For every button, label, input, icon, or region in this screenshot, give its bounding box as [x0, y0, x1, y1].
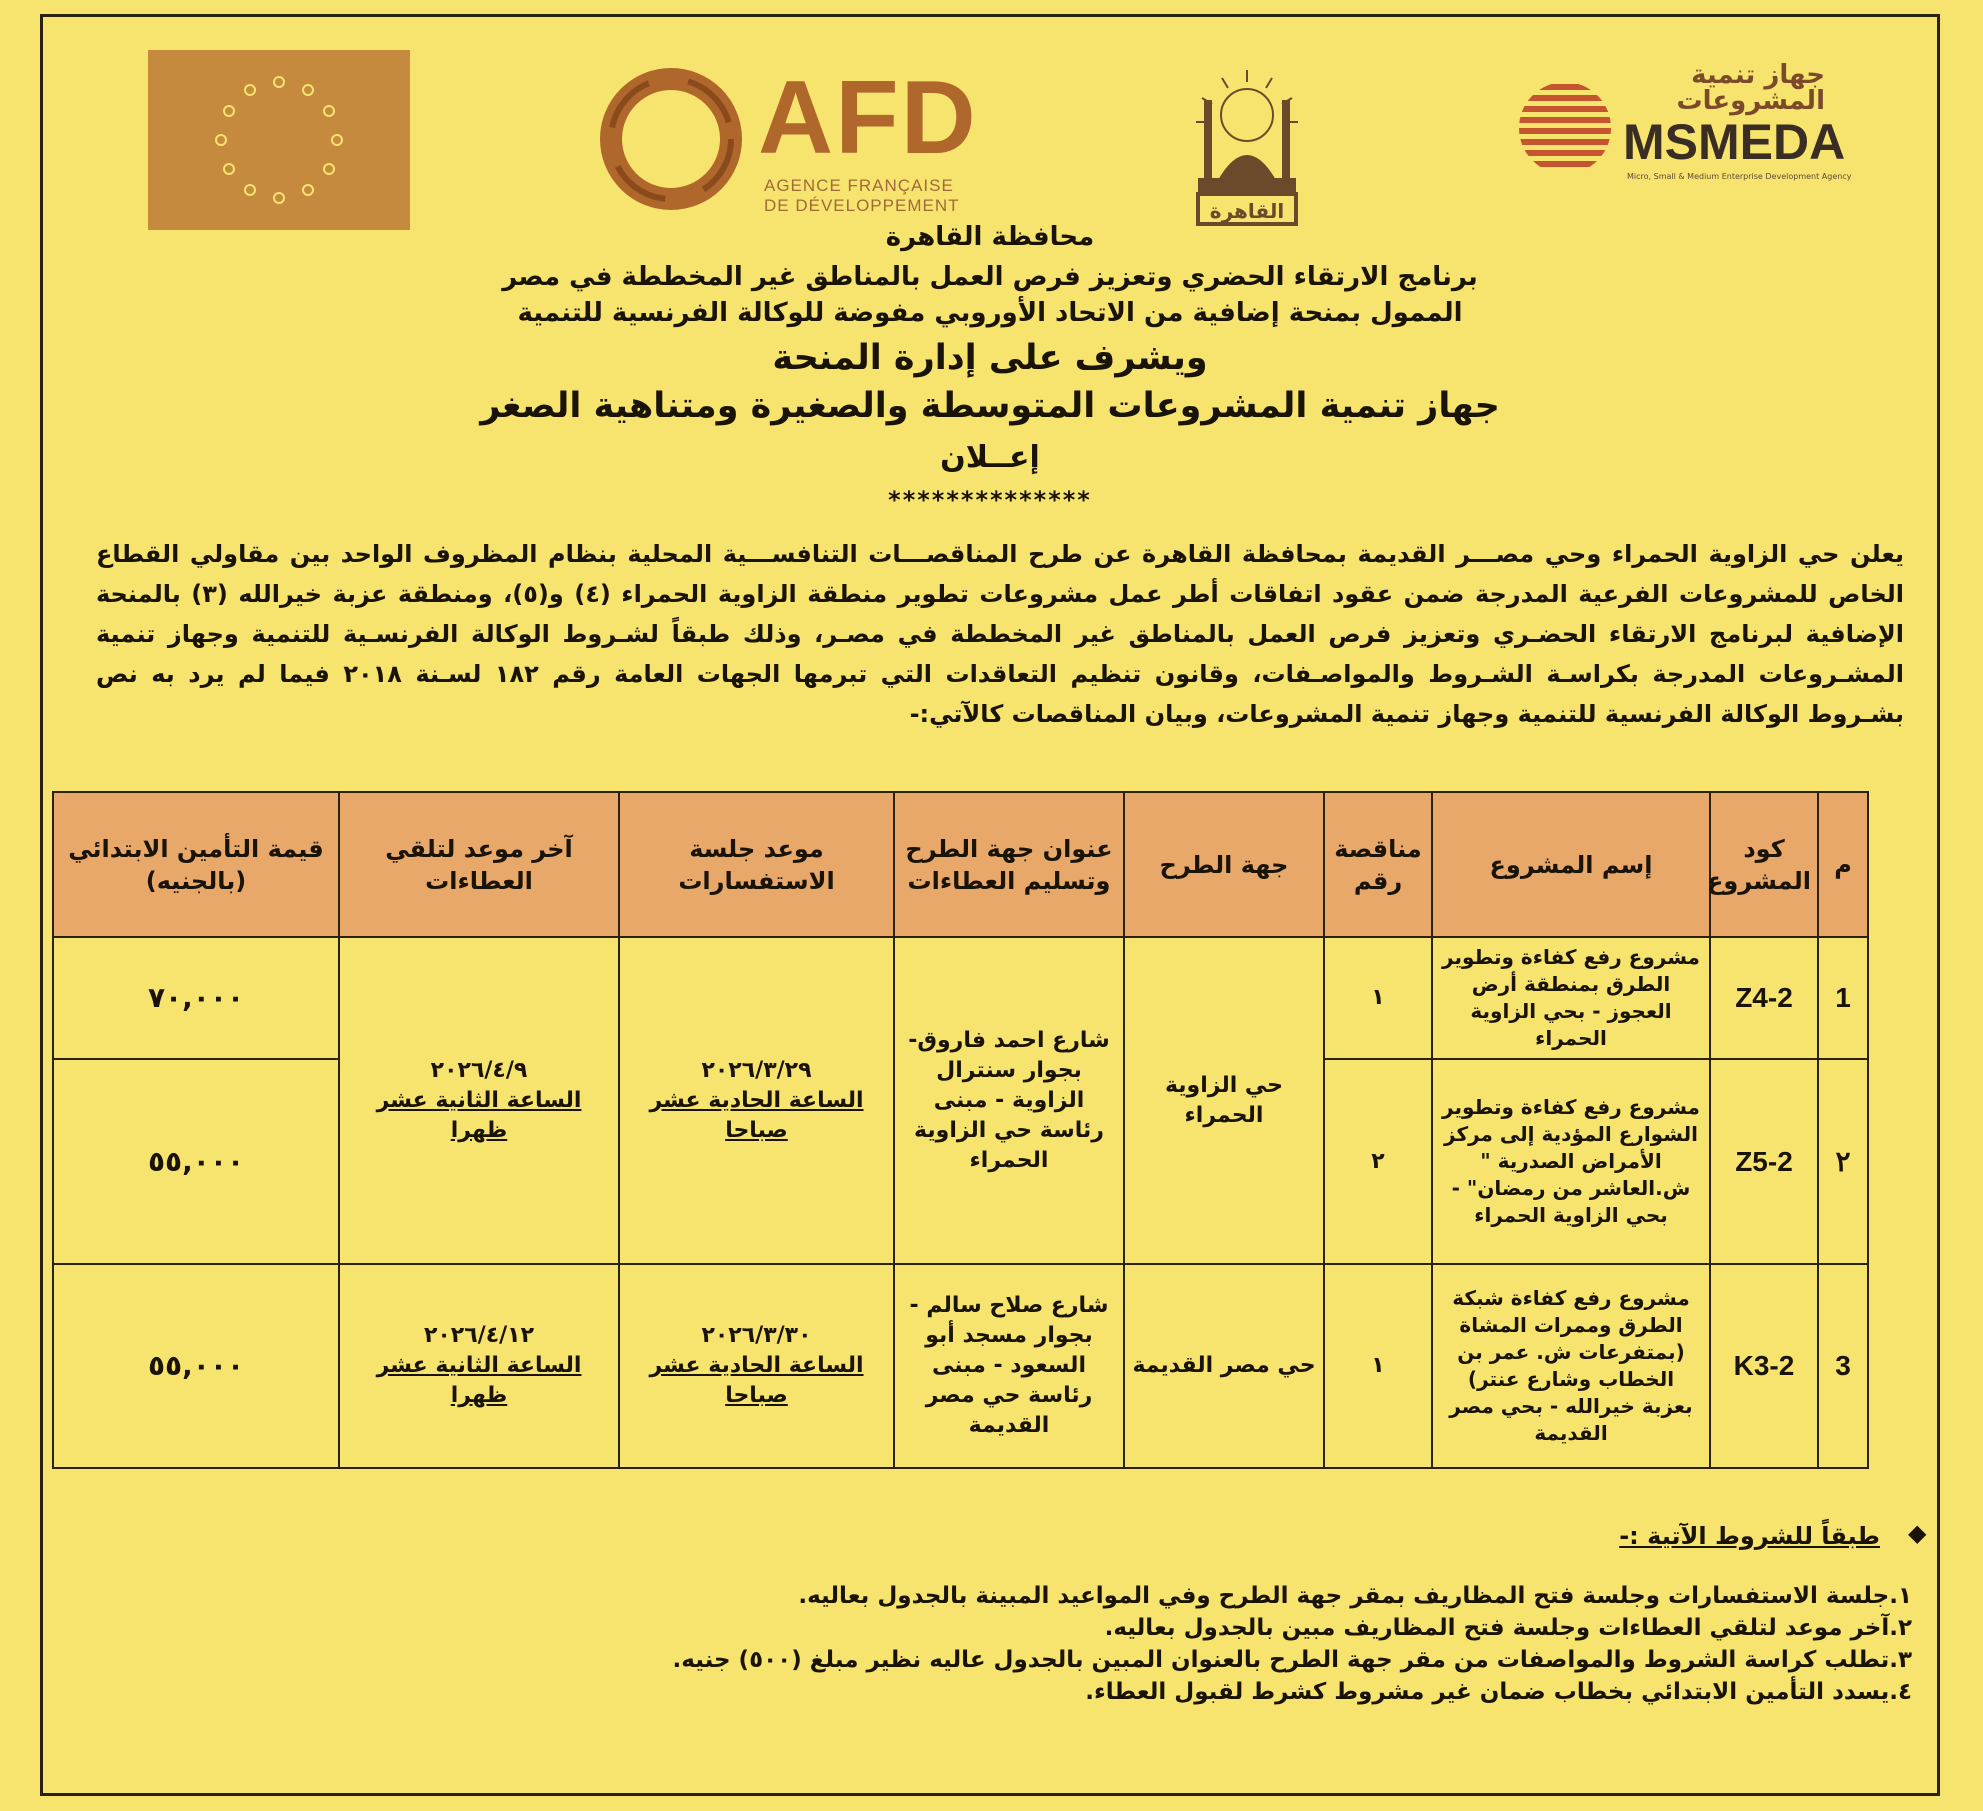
eu-flag-logo [148, 50, 410, 230]
col-header-tender-no: مناقصة رقم [1324, 792, 1432, 937]
msmeda-arabic-name: جهاز تنمية المشروعات [1676, 60, 1825, 116]
program-title: برنامج الارتقاء الحضري وتعزيز فرص العمل بالمناطق غير المخططة في مصر [502, 262, 1478, 292]
inquiry-time: الساعة الحادية عشر صباحا [649, 1087, 864, 1143]
announcement-title: إعــلان [940, 440, 1040, 475]
cairo-governorate-emblem [1182, 60, 1312, 230]
mosque-sun-icon [1182, 60, 1312, 230]
globe-icon [1515, 78, 1615, 178]
agency-title: جهاز تنمية المشروعات المتوسطة والصغيرة ومتناهية الصغر [480, 386, 1500, 426]
deadline-time: الساعة الثانية عشر ظهرا [376, 1353, 582, 1408]
project-name: مشروع رفع كفاءة وتطوير الشوارع المؤدية إلى مركز الأمراض الصدرية " ش.العاشر من رمضان" - بحي الزاوية الحمراء [1432, 1059, 1710, 1264]
col-header-address: عنوان جهة الطرح وتسليم العطاءات [894, 792, 1124, 937]
col-header-name: إسم المشروع [1432, 792, 1710, 937]
project-code: Z5-2 [1710, 1059, 1818, 1264]
tenders-table [52, 791, 1869, 1469]
col-header-insurance: قيمة التأمين الابتدائي (بالجنيه) [53, 792, 339, 937]
funding-line: الممول بمنحة إضافية من الاتحاد الأوروبي مفوضة للوكالة الفرنسية للتنمية [517, 298, 1463, 328]
bullet-icon: ◆ [1908, 1519, 1927, 1547]
entity-address: شارع احمد فاروق- بجوار سنترال الزاوية - مبنى رئاسة حي الزاوية الحمراء [894, 937, 1124, 1264]
msmeda-logo [1515, 60, 1852, 190]
afd-name: AFD [758, 60, 978, 176]
col-header-entity: جهة الطرح [1124, 792, 1324, 937]
conditions-heading: طبقاً للشروط الآتية :- [1619, 1522, 1880, 1550]
tender-number: ١ [1324, 937, 1432, 1059]
project-code: K3-2 [1710, 1264, 1818, 1468]
row-index: 1 [1818, 937, 1868, 1059]
deadline-date: ٢٠٢٦/٤/١٢ [423, 1323, 535, 1348]
afd-ring-icon [596, 64, 746, 214]
table-header-row [53, 792, 1868, 937]
bid-deadline [339, 1264, 619, 1468]
deadline-date: ٢٠٢٦/٤/٩ [430, 1057, 528, 1083]
afd-logo [596, 60, 986, 220]
bid-deadline [339, 937, 619, 1264]
stars-divider: ************** [888, 486, 1092, 514]
project-code: Z4-2 [1710, 937, 1818, 1059]
condition-item: ١.جلسة الاستفسارات وجلسة فتح المظاريف بمقر جهة الطرح وفي المواعيد المبينة بالجدول بعاليه. [798, 1583, 1912, 1609]
row-index: ٢ [1818, 1059, 1868, 1264]
table-row [53, 937, 1868, 1059]
condition-item: ٣.تطلب كراسة الشروط والمواصفات من مقر جهة الطرح بالعنوان المبين بالجدول عاليه نظير مبلغ (٥٠٠) جنيه. [672, 1647, 1912, 1673]
col-header-inquiry: موعد جلسة الاستفسارات [619, 792, 894, 937]
inquiry-session [619, 1264, 894, 1468]
entity-address: شارع صلاح سالم - بجوار مسجد أبو السعود - مبنى رئاسة حي مصر القديمة [894, 1264, 1124, 1468]
insurance-value: ٧٠,٠٠٠ [53, 937, 339, 1059]
table-row [53, 1264, 1868, 1468]
eu-stars-icon [148, 50, 410, 230]
col-header-deadline: آخر موعد لتلقي العطاءات [339, 792, 619, 937]
inquiry-session [619, 937, 894, 1264]
supervision-line: ويشرف على إدارة المنحة [772, 338, 1208, 378]
governorate-title: محافظة القاهرة [885, 222, 1095, 252]
project-name: مشروع رفع كفاءة وتطوير الطرق بمنطقة أرض العجوز - بحي الزاوية الحمراء [1432, 937, 1710, 1059]
conditions-list [600, 1580, 1912, 1708]
insurance-value: ٥٥,٠٠٠ [53, 1264, 339, 1468]
condition-item: ٤.يسدد التأمين الابتدائي بخطاب ضمان غير مشروط كشرط لقبول العطاء. [1085, 1679, 1912, 1705]
tender-number: ١ [1324, 1264, 1432, 1468]
inquiry-date: ٢٠٢٦/٣/٣٠ [701, 1323, 812, 1348]
msmeda-tagline: Micro, Small & Medium Enterprise Development Agency [1627, 172, 1852, 181]
tender-number: ٢ [1324, 1059, 1432, 1264]
offering-entity: حي الزاوية الحمراء [1124, 937, 1324, 1264]
inquiry-date: ٢٠٢٦/٣/٢٩ [701, 1057, 812, 1083]
col-header-idx: م [1818, 792, 1868, 937]
col-header-code: كود المشروع [1710, 792, 1818, 937]
offering-entity: حي مصر القديمة [1124, 1264, 1324, 1468]
afd-subtitle: AGENCE FRANÇAISE DE DÉVELOPPEMENT [764, 176, 960, 215]
insurance-value: ٥٥,٠٠٠ [53, 1059, 339, 1264]
deadline-time: الساعة الثانية عشر ظهرا [376, 1087, 582, 1143]
row-index: 3 [1818, 1264, 1868, 1468]
inquiry-time: الساعة الحادية عشر صباحا [649, 1353, 864, 1408]
cairo-emblem-text: القاهرة [1209, 199, 1285, 223]
project-name: مشروع رفع كفاءة شبكة الطرق وممرات المشاة (بمتفرعات ش. عمر بن الخطاب وشارع عنتر) بعزبة خيرالله - بحي مصر القديمة [1432, 1264, 1710, 1468]
condition-item: ٢.آخر موعد لتلقي العطاءات وجلسة فتح المظاريف مبين بالجدول بعاليه. [1104, 1615, 1912, 1641]
intro-paragraph: يعلن حي الزاوية الحمراء وحي مصـــر القديمة بمحافظة القاهرة عن طرح المناقصـــات التنافســـية المحلية بنظام المظروف الواحد بين مقاولي القطاع الخاص للمشروعات الفرعية المدرجة ضمن عقود اتفاقات أطر عمل مشروعات تطوير منطقة الزاوية الحمراء (٤) و(٥)، ومنطقة عزبة خيرالله (٣) بالمنحة الإضافية لبرنامج الارتقاء الحضـري وتعزيز فرص العمل بالمناطق غير المخططة في مصـر، وذلك طبقاً لشـروط الوكالة الفرنسـية للتنمية وجهاز تنمية المشـروعات المدرجة بكراسـة الشـروط والمواصـفات، وقانون تنظيم التعاقدات التي تبرمها الجهات العامة رقم ١٨٢ لسـنة ٢٠١٨ فيما لم يرد به نص بشـروط الوكالة الفرنسية للتنمية وجهاز تنمية المشروعات، وبيان المناقصات كالآتي:- [96, 540, 1904, 728]
msmeda-name: MSMEDA [1623, 114, 1846, 170]
